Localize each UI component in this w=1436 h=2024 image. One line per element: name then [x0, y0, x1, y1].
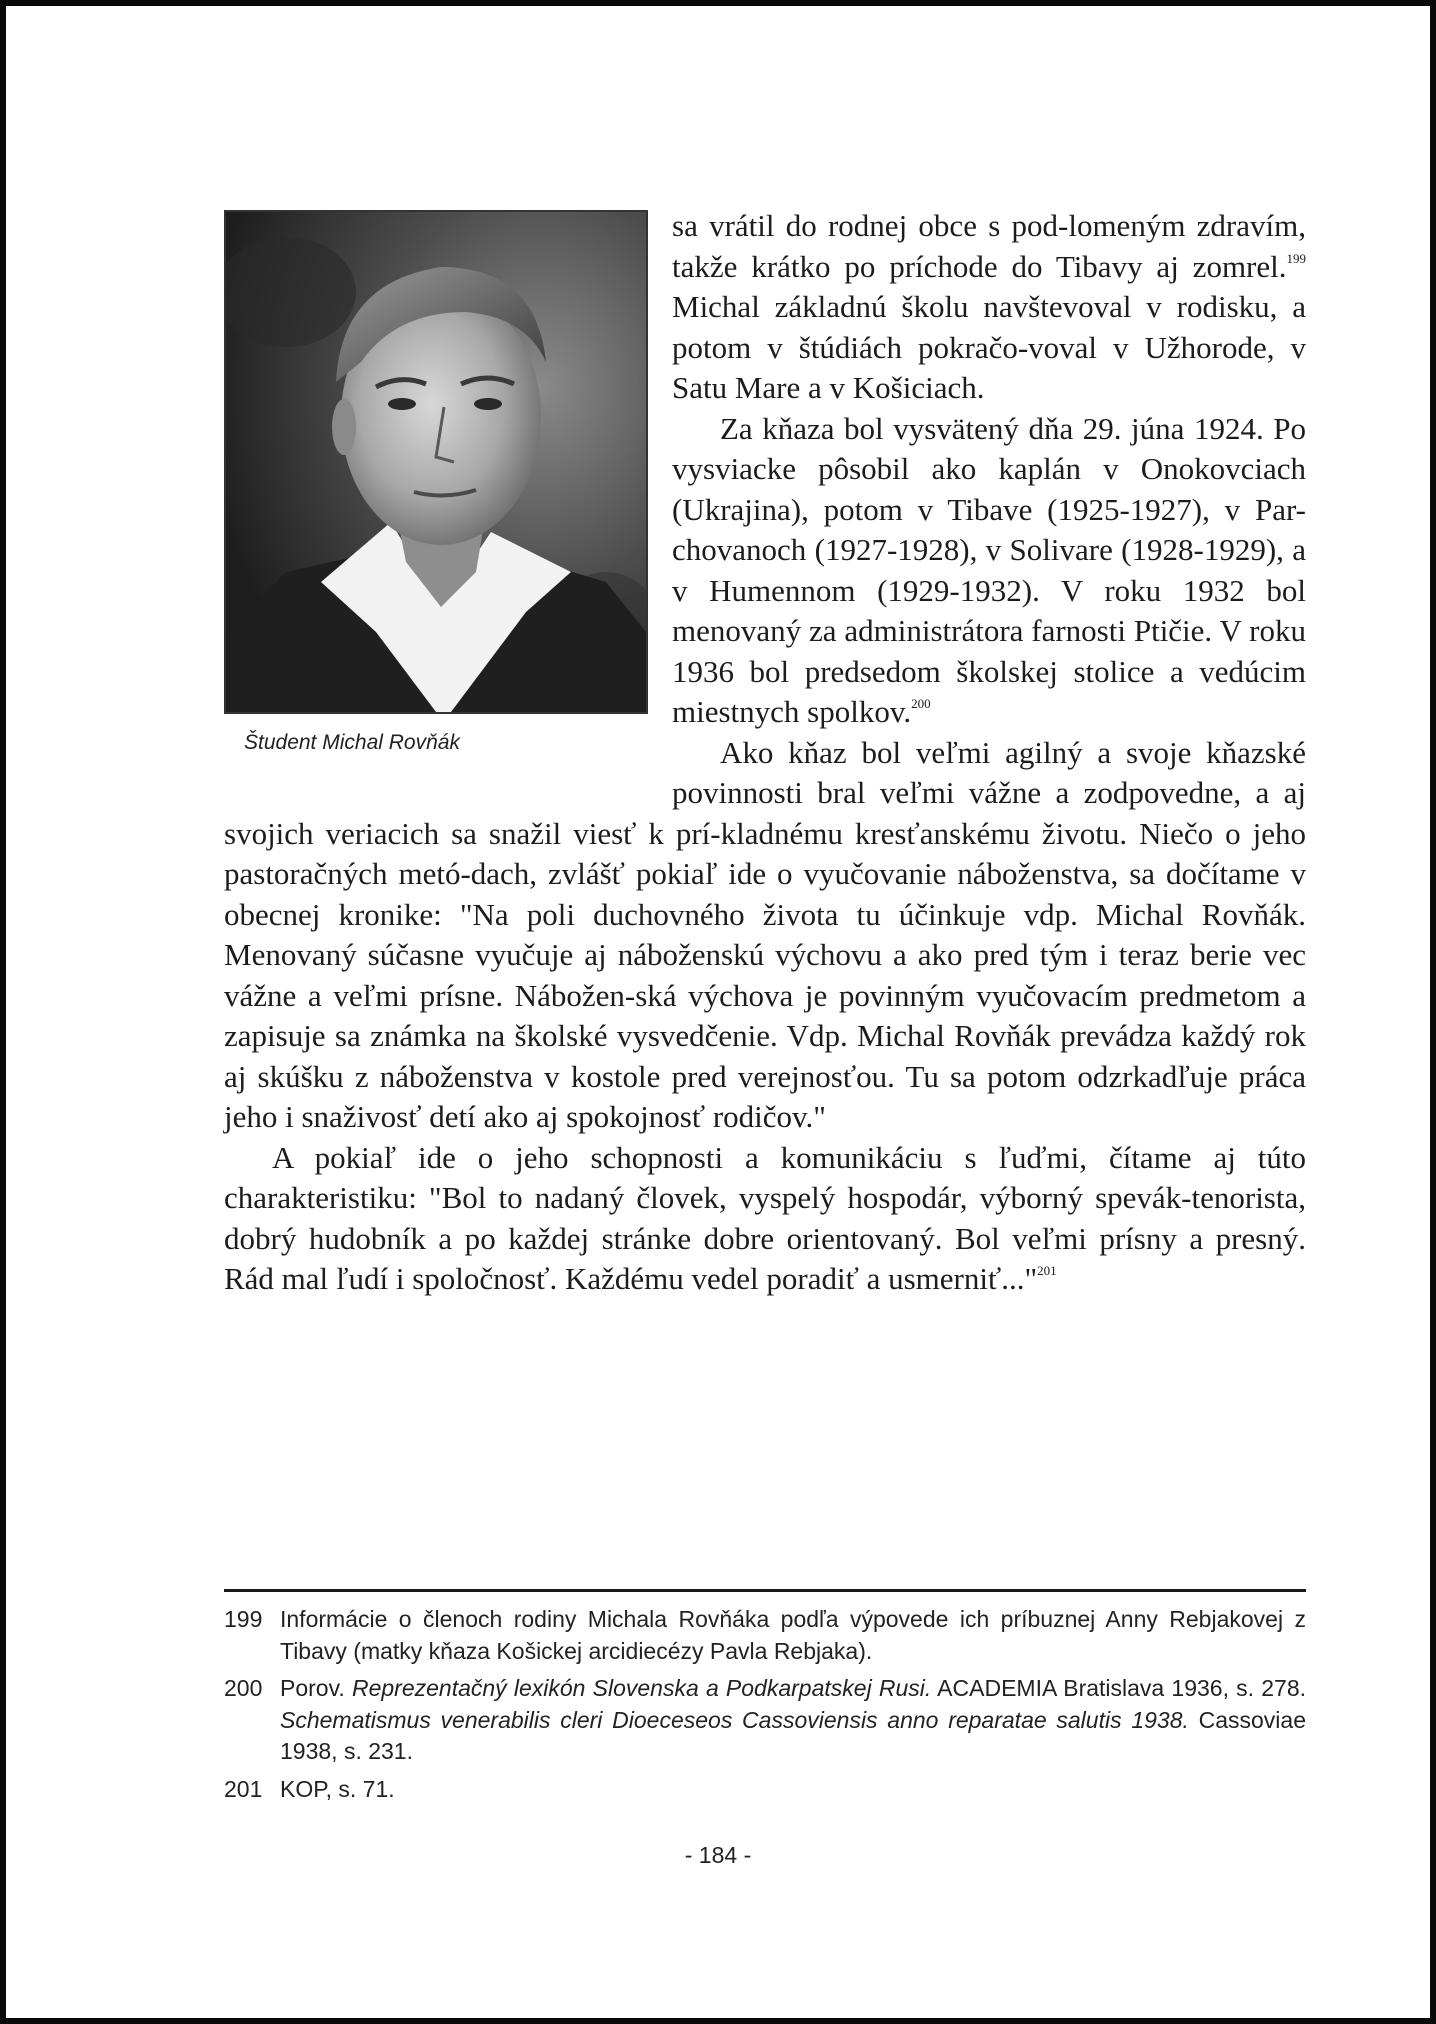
footnote-ref-201[interactable]: 201 — [1037, 1263, 1057, 1278]
paragraph-1-text: sa vrátil do rodnej obce s pod-lomeným zdravím, takže krátko po príchode do Tibavy aj zomrel. — [672, 208, 1306, 284]
footnote-number: 200 — [224, 1675, 263, 1701]
footnote-divider — [224, 1589, 1306, 1592]
photo-caption: Študent Michal Rovňák — [244, 731, 460, 754]
paragraph-2-text: Za kňaza bol vysvätený dňa 29. júna 1924. Po vysviacke pôsobil ako kaplán v Onokovciach (Ukrajina), potom v Tibave (1925-1927), v Par-chovanoch (1927-1928), v Solivare (1928-1929), a v Humennom (1929-1932). V roku 1932 bol menovaný za administrátora farnosti Ptičie. V roku 1936 bol predsedom školskej stolice a vedúcim miestnych spolkov. — [672, 410, 1306, 729]
portrait-photo — [224, 210, 648, 714]
footnote-text-part: Porov. — [280, 1675, 352, 1701]
paragraph-4 — [224, 1138, 1306, 1300]
footnote-text: Informácie o členoch rodiny Michala Rovňáka podľa výpovede ich príbuznej Anny Rebjakovej z Tibavy (matky kňaza Košickej arcidiecézy Pavla Rebjaka). — [280, 1606, 1306, 1664]
paragraph-1b-text: Michal základnú školu navštevoval v rodisku, a potom v štúdiách pokračo-voval v Užhorode, v Satu Mare a v Košiciach. — [672, 289, 1306, 405]
main-text — [224, 206, 1306, 1300]
footnote-200 — [224, 1673, 1306, 1768]
photo-block — [224, 210, 652, 794]
footnote-text-part: ACADEMIA Bratislava 1936, s. 278. — [931, 1675, 1306, 1701]
footnote-title-italic: Schematismus venerabilis cleri Dioeceseos Cassoviensis anno reparatae salutis 1938. — [280, 1706, 1189, 1733]
footnote-201 — [224, 1774, 1306, 1806]
footnote-ref-199[interactable]: 199 — [1286, 250, 1306, 266]
footnote-number: 201 — [224, 1775, 263, 1802]
footnote-ref-200[interactable]: 200 — [911, 696, 931, 711]
footnote-text: KOP, s. 71. — [280, 1775, 395, 1802]
footnote-199 — [224, 1604, 1306, 1667]
footnotes — [224, 1604, 1306, 1811]
paragraph-3: Ako kňaz bol veľmi agilný a svoje kňazské povinnosti bral veľmi vážne a zodpovedne, a aj svojich veriacich sa snažil viesť k prí-kladnému kresťanskému životu. Niečo o jeho pastoračných metó-dach, zvlášť pokiaľ ide o vyučovanie náboženstva, sa dočítame v obecnej kronike: "Na poli duchovného života tu účinkuje vdp. Michal Rovňák. Menovaný súčasne vyučuje aj náboženskú výchovu a ako pred tým i teraz berie vec vážne a veľmi prísne. Nábožen-ská výchova je povinným vyučovacím predmetom a zapisuje sa známka na školské vysvedčenie. Vdp. Michal Rovňák prevádza každý rok aj skúšku z náboženstva v kostole pred verejnosťou. Tu sa potom odzrkadľuje práca jeho i snaživosť detí ako aj spokojnosť rodičov." — [224, 734, 1306, 1134]
footnote-title-italic: Reprezentačný lexikón Slovenska a Podkarpatskej Rusi. — [351, 1675, 932, 1701]
footnote-text — [280, 1673, 1306, 1768]
page-number: - 184 - — [684, 1842, 752, 1868]
footnote-text-part: Cassoviae 1938, s. 231. — [280, 1706, 1306, 1764]
paragraph-4-text: A pokiaľ ide o jeho schopnosti a komunikáciu s ľuďmi, čítame aj túto charakteristiku: "Bol to nadaný človek, vyspelý hospodár, výborný spevák-tenorista, dobrý hudobník a po každej stránke dobre orientovaný. Bol veľmi prísny a presný. Rád mal ľudí i spoločnosť. Každému vedel poradiť a usmerniť..." — [224, 1139, 1306, 1296]
footnote-number: 199 — [224, 1606, 263, 1632]
